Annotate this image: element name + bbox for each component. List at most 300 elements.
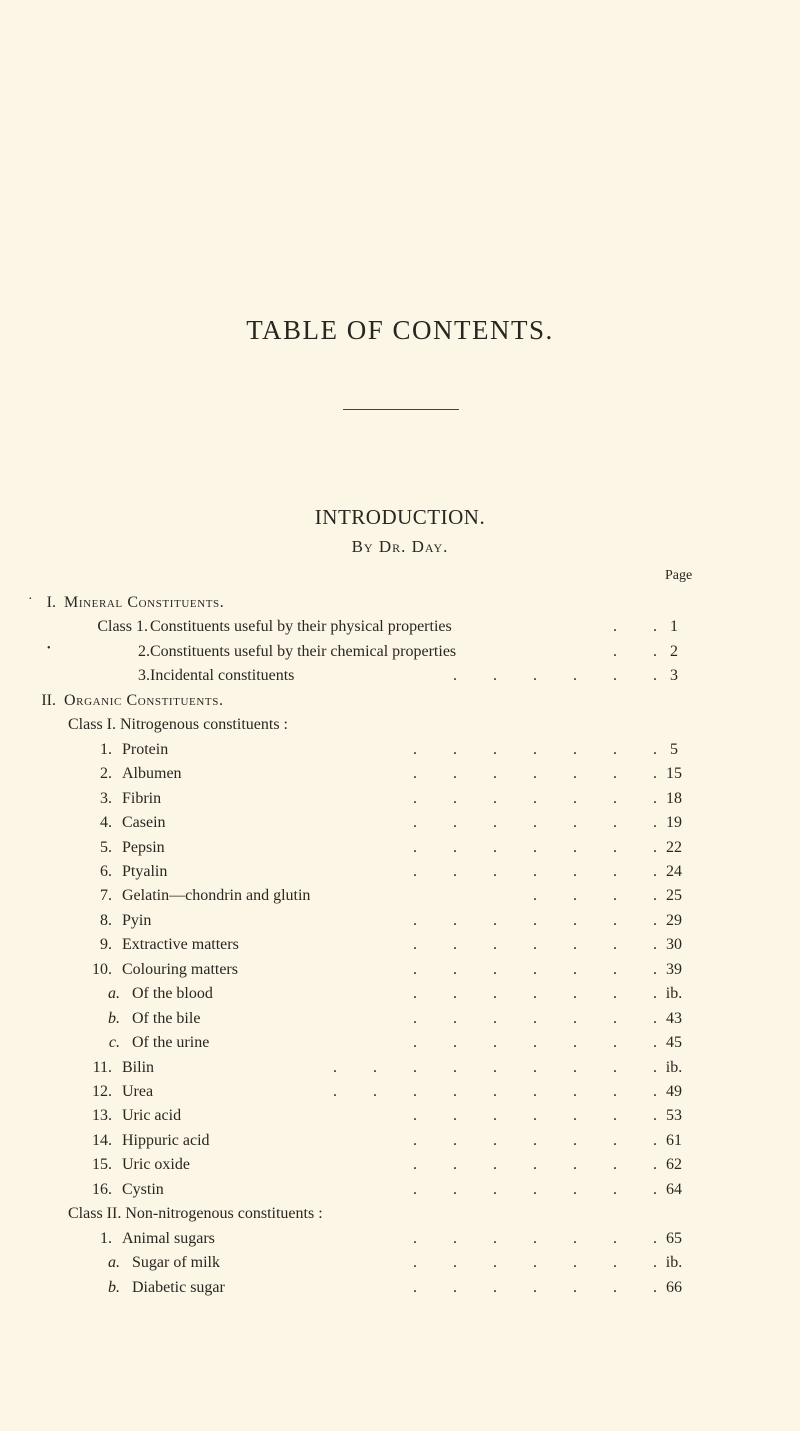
leader-dots <box>300 982 660 1006</box>
toc-entry <box>0 860 800 884</box>
leader-dots <box>300 811 660 835</box>
leader-dots <box>300 1227 660 1251</box>
entry-number: b. <box>108 1009 120 1027</box>
leader-dot: . <box>653 1058 657 1076</box>
leader-dot: . <box>613 985 617 1003</box>
page-number: 3 <box>670 667 678 685</box>
entry-number: c. <box>108 1034 120 1052</box>
leader-dot: . <box>573 1278 577 1296</box>
byline: By Dr. Day. <box>351 537 449 556</box>
leader-dot: . <box>613 1034 617 1052</box>
leader-dot: . <box>533 789 537 807</box>
entry-label: Ptyalin <box>122 862 168 880</box>
entry-number: a. <box>108 985 120 1003</box>
leader-dot: . <box>373 1058 377 1076</box>
page-number: 66 <box>666 1278 682 1296</box>
toc-entry <box>0 884 800 908</box>
toc-entry <box>0 1227 800 1251</box>
leader-dots <box>300 884 660 908</box>
leader-dot: . <box>533 740 537 758</box>
leader-dot: . <box>573 1034 577 1052</box>
toc-entry <box>0 982 800 1006</box>
page-number: ib. <box>665 1254 683 1272</box>
leader-dot: . <box>413 765 417 783</box>
entry-label: Fibrin <box>122 789 162 807</box>
entry-number: 15. <box>92 1156 112 1174</box>
leader-dot: . <box>653 985 657 1003</box>
page-number: 22 <box>666 838 682 856</box>
leader-dots <box>300 1007 660 1031</box>
entry-label: Sugar of milk <box>132 1254 220 1272</box>
leader-dots <box>300 909 660 933</box>
entry-number: 11. <box>92 1058 112 1076</box>
leader-dot: . <box>413 862 417 880</box>
entry-number: 13. <box>92 1107 112 1125</box>
toc-entry <box>0 738 800 762</box>
leader-dot: . <box>613 642 617 660</box>
leader-dot: . <box>453 814 457 832</box>
entry-number: 16. <box>92 1180 112 1198</box>
entry-label: Uric oxide <box>122 1156 190 1174</box>
leader-dot: . <box>573 1107 577 1125</box>
entry-label: Of the bile <box>132 1009 201 1027</box>
page-number: ib. <box>665 985 683 1003</box>
entry-label: Mineral Constituents. <box>64 594 225 611</box>
leader-dot: . <box>653 1278 657 1296</box>
leader-dot: . <box>453 1131 457 1149</box>
toc-entry <box>0 664 800 688</box>
toc-entry <box>0 615 800 639</box>
leader-dot: . <box>653 1180 657 1198</box>
page-number: 65 <box>666 1229 682 1247</box>
leader-dot: . <box>573 911 577 929</box>
leader-dot: . <box>453 1107 457 1125</box>
leader-dot: . <box>533 1083 537 1100</box>
leader-dot: . <box>413 1107 417 1125</box>
leader-dot: . <box>493 862 497 880</box>
leader-dot: . <box>493 936 497 954</box>
leader-dots <box>300 836 660 860</box>
leader-dot: . <box>493 838 497 856</box>
leader-dot: . <box>413 814 417 832</box>
page-number: 25 <box>666 887 682 905</box>
leader-dot: . <box>613 911 617 929</box>
entry-number: a. <box>108 1254 120 1272</box>
leader-dot: . <box>453 765 457 783</box>
leader-dot: . <box>493 1009 497 1027</box>
leader-dot: . <box>653 838 657 856</box>
leader-dots <box>300 787 660 811</box>
leader-dot: . <box>533 887 537 905</box>
toc-entry <box>0 1129 800 1153</box>
leader-dot: . <box>573 789 577 807</box>
leader-dot: . <box>613 1009 617 1027</box>
page-number: 49 <box>666 1083 682 1100</box>
leader-dots <box>300 1153 660 1177</box>
page-number: 1 <box>670 618 678 636</box>
leader-dot: . <box>533 1058 537 1076</box>
leader-dot: . <box>613 667 617 685</box>
leader-dot: . <box>493 1107 497 1125</box>
toc-entry <box>0 1031 800 1055</box>
entry-label: Casein <box>122 814 166 832</box>
leader-dot: . <box>453 1034 457 1052</box>
toc-entry <box>0 713 800 737</box>
leader-dot: . <box>413 911 417 929</box>
leader-dot: . <box>493 765 497 783</box>
entry-label: Uric acid <box>122 1107 182 1125</box>
leader-dot: . <box>573 1180 577 1198</box>
leader-dot: . <box>533 765 537 783</box>
entry-number: 1. <box>100 1229 112 1247</box>
leader-dot: . <box>573 862 577 880</box>
entry-number: 10. <box>92 960 112 978</box>
leader-dot: . <box>453 911 457 929</box>
leader-dot: . <box>573 887 577 905</box>
leader-dot: . <box>613 887 617 905</box>
leader-dot: . <box>493 1083 497 1100</box>
entry-label: Protein <box>122 740 169 758</box>
leader-dot: . <box>453 838 457 856</box>
leader-dot: . <box>493 960 497 978</box>
entry-label: Organic Constituents. <box>64 691 224 709</box>
leader-dot: . <box>413 1229 417 1247</box>
leader-dot: . <box>453 1278 457 1296</box>
leader-dot: . <box>533 936 537 954</box>
leader-dot: . <box>653 862 657 880</box>
leader-dot: . <box>613 1058 617 1076</box>
leader-dot: . <box>533 814 537 832</box>
leader-dot: . <box>653 1034 657 1052</box>
toc-entry <box>0 1056 800 1080</box>
leader-dot: . <box>493 1156 497 1174</box>
leader-dot: . <box>453 1083 457 1100</box>
leader-dot: . <box>613 960 617 978</box>
leader-dot: . <box>573 1058 577 1076</box>
entry-label: Gelatin—chondrin and glutin <box>122 887 311 905</box>
leader-dot: . <box>613 936 617 954</box>
leader-dot: . <box>493 985 497 1003</box>
leader-dot: . <box>533 1180 537 1198</box>
entry-number: 3. <box>138 667 150 685</box>
leader-dot: . <box>613 789 617 807</box>
leader-dot: . <box>533 1229 537 1247</box>
leader-dots <box>300 1080 660 1104</box>
leader-dot: . <box>653 1156 657 1174</box>
leader-dot: . <box>333 1058 337 1076</box>
page-number: 53 <box>666 1107 682 1125</box>
page-number: 45 <box>666 1034 682 1052</box>
page-number: 39 <box>666 960 682 978</box>
page-number: ib. <box>665 1058 683 1076</box>
leader-dot: . <box>653 765 657 783</box>
leader-dots <box>300 1251 660 1275</box>
entry-label: Hippuric acid <box>122 1131 210 1149</box>
toc-entry <box>0 811 800 835</box>
leader-dot: . <box>453 1156 457 1174</box>
leader-dots <box>300 1104 660 1128</box>
entry-number: Class 1. <box>97 618 148 636</box>
toc-entry <box>0 1178 800 1202</box>
leader-dot: . <box>653 618 657 636</box>
page-number: 15 <box>666 765 682 783</box>
leader-dot: . <box>453 789 457 807</box>
leader-dot: . <box>413 740 417 758</box>
leader-dots <box>300 1056 660 1080</box>
entry-label: Of the blood <box>132 985 213 1003</box>
page-number: 30 <box>666 936 682 954</box>
leader-dot: . <box>413 838 417 856</box>
leader-dot: . <box>613 1131 617 1149</box>
leader-dot: . <box>333 1083 337 1100</box>
leader-dot: . <box>613 862 617 880</box>
leader-dot: . <box>493 667 497 685</box>
leader-dot: . <box>613 1180 617 1198</box>
leader-dot: . <box>413 936 417 954</box>
leader-dots <box>300 762 660 786</box>
leader-dot: . <box>413 1156 417 1174</box>
leader-dot: . <box>373 1083 377 1100</box>
leader-dot: . <box>653 1083 657 1100</box>
leader-dot: . <box>613 838 617 856</box>
section-title: INTRODUCTION. <box>314 505 486 529</box>
leader-dot: . <box>573 1009 577 1027</box>
leader-dot: . <box>653 740 657 758</box>
page-column-label: Page <box>665 568 693 583</box>
page-number: 62 <box>666 1156 682 1174</box>
leader-dot: . <box>493 911 497 929</box>
leader-dot: . <box>573 960 577 978</box>
entry-number: 12. <box>92 1083 112 1100</box>
leader-dot: . <box>653 887 657 905</box>
toc-entry <box>0 958 800 982</box>
page-number: 29 <box>666 911 682 929</box>
leader-dot: . <box>613 1229 617 1247</box>
leader-dots <box>300 1178 660 1202</box>
leader-dot: . <box>453 667 457 685</box>
entry-label: Constituents useful by their physical properties <box>150 618 452 636</box>
margin-mark: · <box>28 592 33 607</box>
leader-dot: . <box>413 1180 417 1198</box>
page-number: 19 <box>666 814 682 832</box>
leader-dot: . <box>413 985 417 1003</box>
leader-dot: . <box>533 1278 537 1296</box>
leader-dot: . <box>613 618 617 636</box>
entry-number: 3. <box>100 789 112 807</box>
leader-dot: . <box>653 960 657 978</box>
entry-label: Albumen <box>122 765 182 783</box>
entry-label: Animal sugars <box>122 1229 215 1247</box>
leader-dot: . <box>533 1254 537 1272</box>
leader-dot: . <box>533 1034 537 1052</box>
leader-dot: . <box>653 936 657 954</box>
toc-entry <box>0 762 800 786</box>
toc-entry <box>0 689 800 713</box>
leader-dot: . <box>453 1058 457 1076</box>
entry-label: Pyin <box>122 911 152 929</box>
entry-number: 4. <box>100 814 112 832</box>
leader-dot: . <box>453 1180 457 1198</box>
leader-dots <box>300 1276 660 1300</box>
leader-dot: . <box>453 960 457 978</box>
entry-number: 8. <box>100 911 112 929</box>
toc-entry <box>0 1202 800 1226</box>
toc-entry <box>0 909 800 933</box>
entry-label: Constituents useful by their chemical properties <box>150 642 457 660</box>
margin-mark: • <box>47 643 51 654</box>
leader-dot: . <box>573 936 577 954</box>
page-number: 2 <box>670 642 678 660</box>
leader-dot: . <box>533 1131 537 1149</box>
leader-dot: . <box>493 1131 497 1149</box>
toc-entry <box>0 1276 800 1300</box>
toc-entry <box>0 787 800 811</box>
entry-number: 7. <box>100 887 112 905</box>
entry-label: Pepsin <box>122 838 165 856</box>
entry-label: Bilin <box>122 1058 155 1076</box>
toc-entry <box>0 1080 800 1104</box>
leader-dots <box>300 860 660 884</box>
leader-dots <box>300 664 660 688</box>
entry-label: Extractive matters <box>122 936 239 954</box>
leader-dot: . <box>493 1229 497 1247</box>
leader-dot: . <box>453 985 457 1003</box>
leader-dots <box>300 1031 660 1055</box>
toc-entry <box>0 1153 800 1177</box>
page-number: 43 <box>666 1009 682 1027</box>
leader-dot: . <box>613 1254 617 1272</box>
leader-dot: . <box>413 1034 417 1052</box>
leader-dot: . <box>493 740 497 758</box>
leader-dot: . <box>413 1131 417 1149</box>
leader-dot: . <box>533 985 537 1003</box>
leader-dot: . <box>533 862 537 880</box>
leader-dot: . <box>653 1254 657 1272</box>
entry-number: 2. <box>138 642 150 660</box>
leader-dot: . <box>413 1254 417 1272</box>
leader-dot: . <box>493 789 497 807</box>
leader-dots <box>300 738 660 762</box>
leader-dot: . <box>533 911 537 929</box>
leader-dot: . <box>453 740 457 758</box>
leader-dot: . <box>573 1229 577 1247</box>
leader-dot: . <box>533 1107 537 1125</box>
leader-dot: . <box>493 814 497 832</box>
page-number: 24 <box>666 862 682 880</box>
entry-label: Diabetic sugar <box>132 1278 225 1296</box>
leader-dot: . <box>613 814 617 832</box>
leader-dot: . <box>493 1180 497 1198</box>
entry-label: Of the urine <box>132 1034 210 1052</box>
leader-dot: . <box>453 1254 457 1272</box>
leader-dot: . <box>573 667 577 685</box>
leader-dot: . <box>653 789 657 807</box>
leader-dot: . <box>653 667 657 685</box>
page-number: 64 <box>666 1180 682 1198</box>
leader-dot: . <box>453 936 457 954</box>
entry-number: 14. <box>92 1131 112 1149</box>
leader-dots <box>300 1129 660 1153</box>
page-title: TABLE OF CONTENTS. <box>246 315 554 345</box>
leader-dot: . <box>573 1156 577 1174</box>
leader-dot: . <box>453 1009 457 1027</box>
entry-label: Incidental constituents <box>150 667 295 685</box>
leader-dot: . <box>453 1229 457 1247</box>
leader-dot: . <box>613 740 617 758</box>
toc-entry <box>0 640 800 664</box>
entry-number: 2. <box>100 765 112 783</box>
leader-dot: . <box>573 1083 577 1100</box>
leader-dot: . <box>573 814 577 832</box>
leader-dot: . <box>413 789 417 807</box>
leader-dot: . <box>413 1083 417 1100</box>
leader-dot: . <box>653 1131 657 1149</box>
leader-dots <box>300 958 660 982</box>
leader-dot: . <box>573 740 577 758</box>
leader-dot: . <box>613 1278 617 1296</box>
leader-dot: . <box>413 1058 417 1076</box>
entry-number: II. <box>41 691 56 709</box>
leader-dot: . <box>453 862 457 880</box>
entry-label: Class I. Nitrogenous constituents : <box>68 716 288 734</box>
page-number: 18 <box>666 789 682 807</box>
leader-dot: . <box>653 911 657 929</box>
toc-entry <box>0 933 800 957</box>
leader-dot: . <box>533 960 537 978</box>
leader-dot: . <box>413 1009 417 1027</box>
leader-dot: . <box>493 1278 497 1296</box>
entry-number: I. <box>46 594 56 611</box>
leader-dot: . <box>413 1278 417 1296</box>
leader-dot: . <box>573 765 577 783</box>
leader-dot: . <box>613 765 617 783</box>
entry-number: 1. <box>100 740 112 758</box>
entry-number: b. <box>108 1278 120 1296</box>
entry-label: Colouring matters <box>122 960 238 978</box>
leader-dot: . <box>533 667 537 685</box>
leader-dot: . <box>533 1156 537 1174</box>
toc-entry <box>0 1007 800 1031</box>
leader-dot: . <box>653 642 657 660</box>
leader-dot: . <box>613 1156 617 1174</box>
page-number: 5 <box>670 740 678 758</box>
entry-number: 9. <box>100 936 112 954</box>
leader-dots <box>300 615 660 639</box>
leader-dot: . <box>493 1058 497 1076</box>
leader-dot: . <box>493 1034 497 1052</box>
leader-dot: . <box>653 814 657 832</box>
leader-dots <box>300 933 660 957</box>
toc-entry <box>0 1251 800 1275</box>
leader-dot: . <box>573 1131 577 1149</box>
page-number: 61 <box>666 1131 682 1149</box>
toc-entry <box>0 591 800 615</box>
leader-dot: . <box>533 838 537 856</box>
entry-label: Class II. Non-nitrogenous constituents : <box>68 1205 323 1223</box>
leader-dot: . <box>573 838 577 856</box>
leader-dot: . <box>613 1107 617 1125</box>
toc-entry <box>0 1104 800 1128</box>
entry-number: 5. <box>100 838 112 856</box>
leader-dot: . <box>493 1254 497 1272</box>
leader-dot: . <box>573 1254 577 1272</box>
leader-dots <box>300 640 660 664</box>
entry-label: Cystin <box>122 1180 164 1198</box>
entry-label: Urea <box>122 1083 154 1100</box>
toc-entry <box>0 836 800 860</box>
leader-dot: . <box>413 960 417 978</box>
leader-dot: . <box>653 1009 657 1027</box>
